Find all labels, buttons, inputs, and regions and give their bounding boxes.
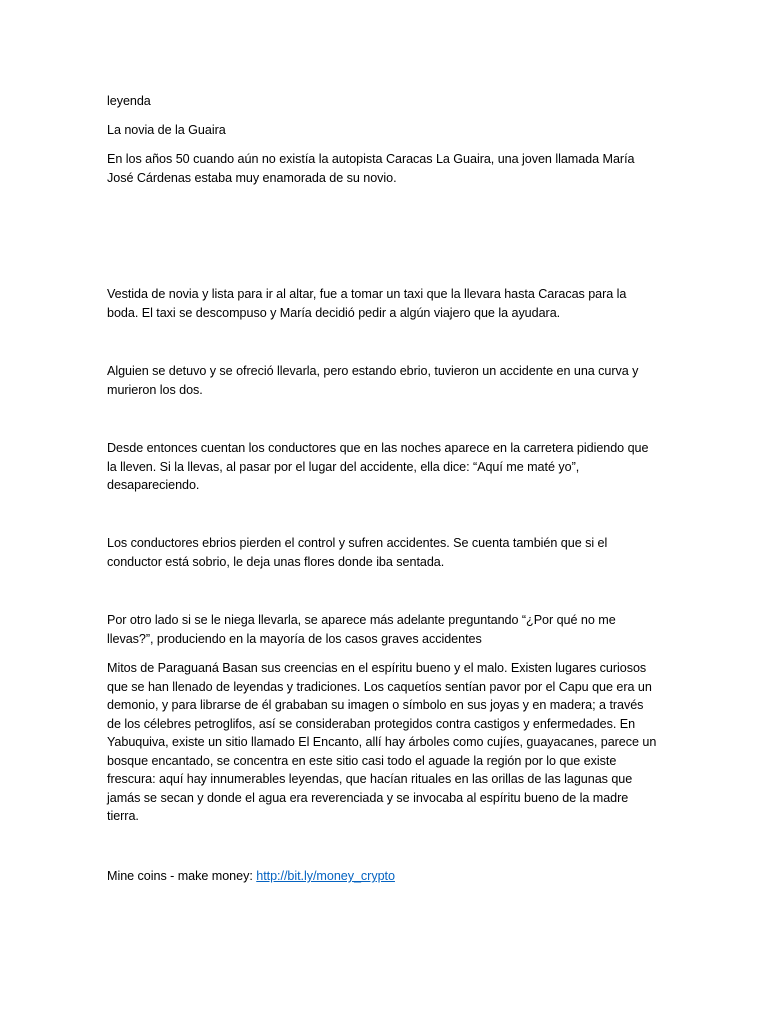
paragraph-drivers: Los conductores ebrios pierden el control y sufren accidentes. Se cuenta también que si el conductor está sobrio, le deja unas flores donde iba sentada. — [107, 536, 608, 569]
paragraph-intro: En los años 50 cuando aún no existía la autopista Caracas La Guaira, una joven llamada María José Cárdenas estaba muy enamorada de su novio. — [107, 152, 635, 185]
footer-line — [107, 867, 652, 886]
paragraph-paraguana: Mitos de Paraguaná Basan sus creencias en el espíritu bueno y el malo. Existen lugares curiosos que se han llenado de leyendas y tradiciones. Los caquetíos sentían pavor por el Capu que era un demonio, y para librarse de él grababan su imagen o símbolo en sus joyas y en madera; a través de los célebres petroglifos, así se consideraban protegidos contra castigos y enfermedades. En Yabuquiva, existe un sitio llamado El Encanto, allí hay árboles como cujíes, guayacanes, parece un bosque encantado, se concentra en este sitio casi todo el aguade la región por lo que existe frescura: aquí hay innumerables leyendas, que hacían rituales en las orillas de las lagunas que jamás se secan y donde el agua era reverenciada y se invocaba al espíritu bueno de la madre tierra. — [107, 661, 657, 823]
document-heading: leyenda — [107, 94, 151, 108]
paragraph-wedding: Vestida de novia y lista para ir al altar, fue a tomar un taxi que la llevara hasta Caracas para la boda. El taxi se descompuso y María decidió pedir a algún viajero que la ayudara. — [107, 287, 627, 320]
paragraph-refusal: Por otro lado si se le niega llevarla, se aparece más adelante preguntando “¿Por qué no me llevas?”, produciendo en la mayoría de los casos graves accidentes — [107, 613, 616, 646]
crypto-link[interactable]: http://bit.ly/money_crypto — [256, 869, 395, 883]
footer-text: Mine coins - make money: — [107, 869, 257, 883]
paragraph-apparition: Desde entonces cuentan los conductores que en las noches aparece en la carretera pidiendo que la lleven. Si la llevas, al pasar por el lugar del accidente, ella dice: “Aquí me maté yo”, desapareciendo. — [107, 441, 649, 492]
document-title: La novia de la Guaira — [107, 123, 226, 137]
paragraph-accident: Alguien se detuvo y se ofreció llevarla, pero estando ebrio, tuvieron un accidente en una curva y murieron los dos. — [107, 364, 639, 397]
